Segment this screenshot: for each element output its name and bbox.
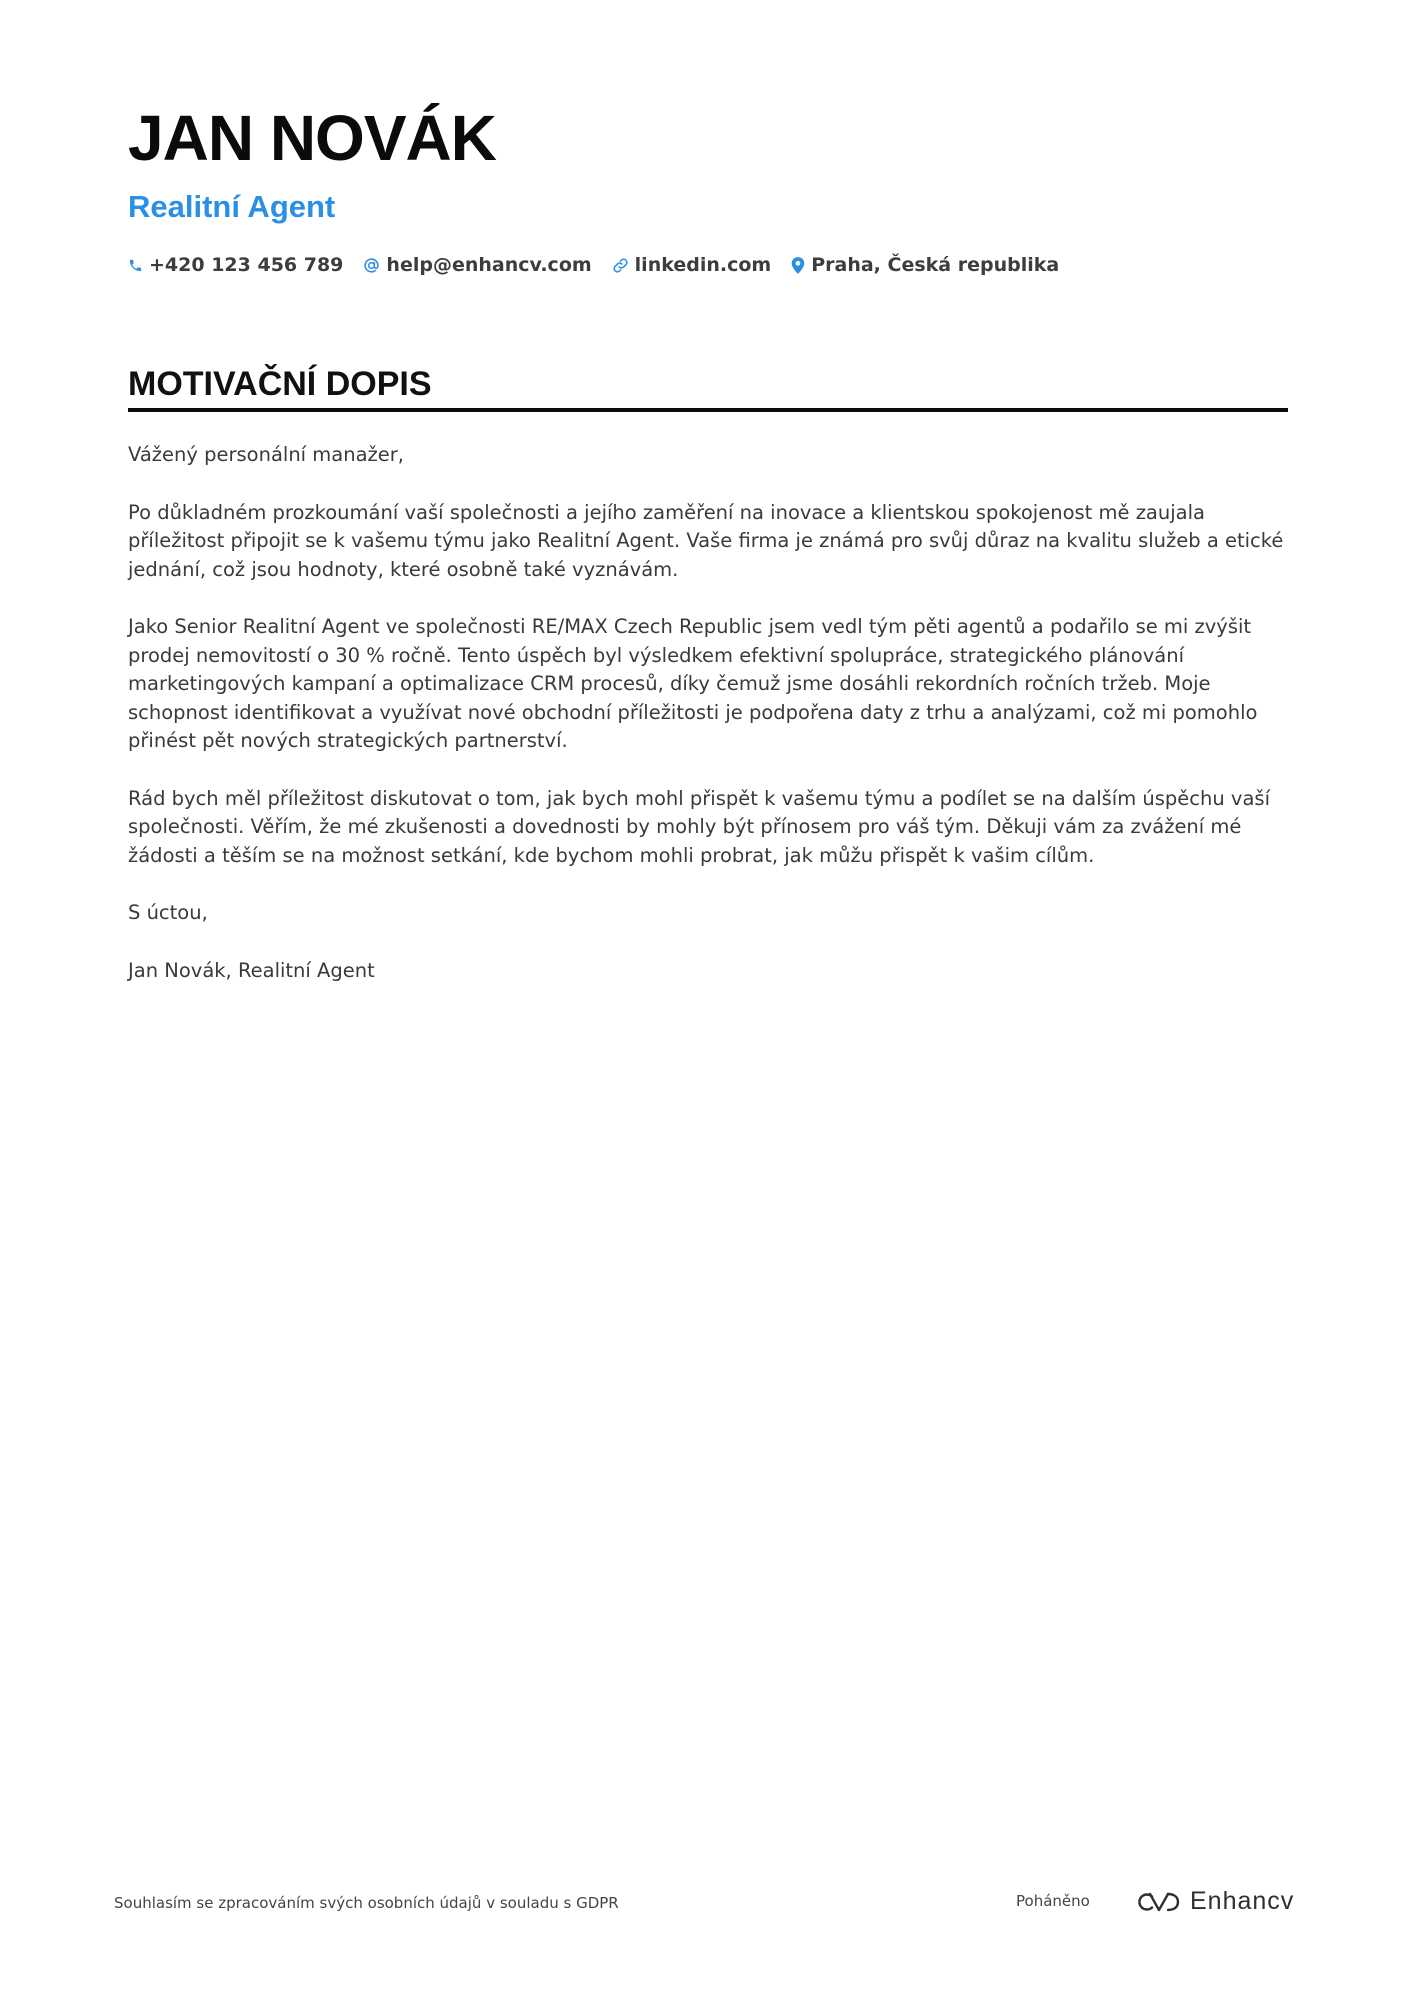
letter-paragraph: Po důkladném prozkoumání vaší společnosti a jejího zaměření na inovace a klientskou spokojenost mě zaujala příležitost připojit se k vašemu týmu jako Realitní Agent. Vaše firma je známá pro svůj důraz na kvalitu služeb a etické jednání, což jsou hodnoty, které osobně také vyznávám. [128,500,1284,581]
letter-body [128,441,1288,1014]
contact-linkedin[interactable] [612,254,772,276]
enhancv-logo-icon [1136,1890,1182,1914]
contact-location-text: Praha, Česká republika [811,254,1060,276]
contact-linkedin-text[interactable]: linkedin.com [634,254,772,276]
contact-email[interactable] [363,254,591,276]
contact-email-text[interactable]: help@enhancv.com [386,254,592,276]
enhancv-logo[interactable] [1136,1887,1294,1916]
powered-by-label: Poháněno [1016,1892,1090,1910]
letter-paragraph: Jako Senior Realitní Agent ve společnosti RE/MAX Czech Republic jsem vedl tým pěti agentů a podařilo se mi zvýšit prodej nemovitostí o 30 % ročně. Tento úspěch byl výsledkem efektivní spolupráce, strategického plánování marketingových kampaní a optimalizace CRM procesů, díky čemuž jsme dosáhli rekordních ročních tržeb. Moje schopnost identifikovat a využívat nové obchodní příležitosti je podpořena daty z trhu a analýzami, což mi pomohlo přinést pět nových strategických partnerství. [128,615,1258,752]
contact-phone-text: +420 123 456 789 [149,254,344,276]
section-divider [128,408,1288,412]
letter-greeting: Vážený personální manažer, [128,443,404,466]
applicant-role: Realitní Agent [128,189,336,224]
contact-phone [128,254,343,276]
contact-bar [128,254,1059,276]
phone-icon [128,258,143,273]
applicant-name: JAN NOVÁK [128,102,496,174]
enhancv-logo-text: Enhancv [1190,1887,1295,1915]
link-icon [612,257,629,274]
gdpr-consent: Souhlasím se zpracováním svých osobních údajů v souladu s GDPR [114,1894,619,1912]
contact-location [791,254,1059,276]
location-pin-icon [791,257,805,274]
letter-paragraph: Rád bych měl příležitost diskutovat o tom, jak bych mohl přispět k vašemu týmu a podílet se na dalším úspěchu vaší společnosti. Věřím, že mé zkušenosti a dovednosti by mohly být přínosem pro váš tým. Děkuji vám za zvážení mé žádosti a těším se na možnost setkání, kde bychom mohli probrat, jak můžu přispět k vašim cílům. [128,786,1270,867]
section-title: MOTIVAČNÍ DOPIS [128,365,432,403]
at-icon [363,257,380,274]
letter-closing: S úctou, [128,901,208,924]
letter-signature: Jan Novák, Realitní Agent [128,958,375,982]
